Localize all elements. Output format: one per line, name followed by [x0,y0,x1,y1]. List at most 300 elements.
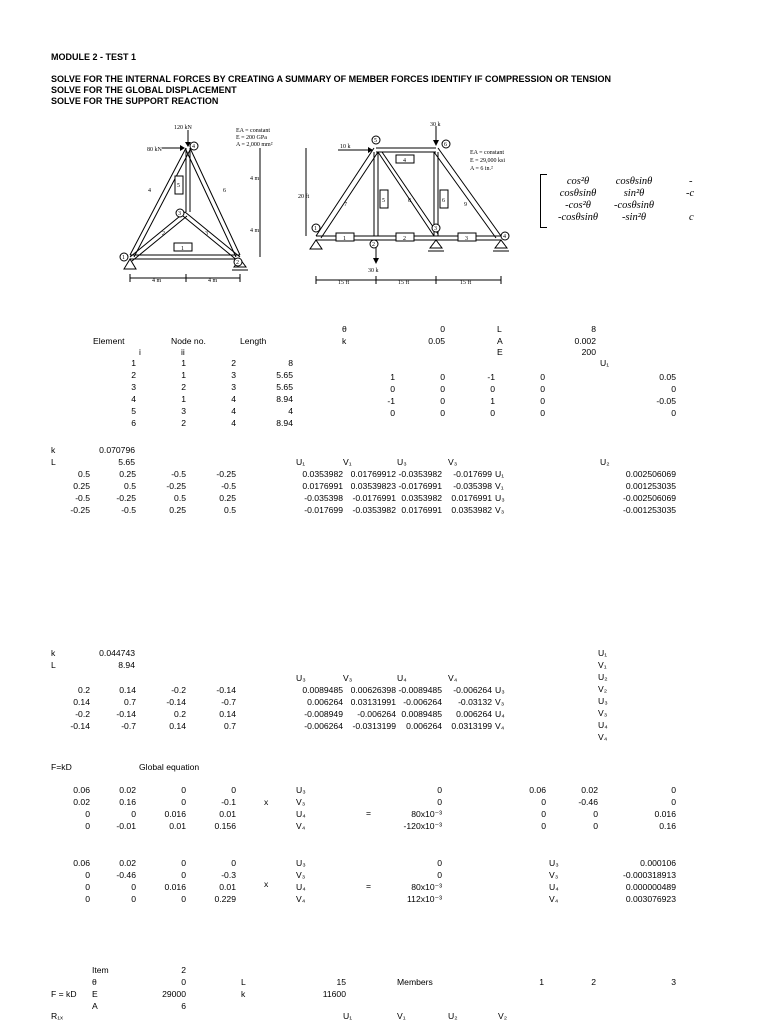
t1-m24: 0 [540,384,545,394]
g1-m43: 0.01 [169,821,186,831]
b2-k23: -0.0176991 [398,481,442,491]
g1b-m33: 0.016 [654,809,676,819]
b2-m34: 0.25 [219,493,236,503]
truss2-node-2: 2 [372,242,375,248]
b3-m14: -0.14 [216,685,236,695]
t1-m23: 0 [490,384,495,394]
col-node: Node no. [171,336,206,346]
t1-m11: 1 [390,372,395,382]
g2-m44: 0.229 [214,894,236,904]
b2-r2: 0.001253035 [625,481,676,491]
truss2-member-3: 3 [465,236,468,242]
g2-var-3: U₄ [296,882,306,892]
t1-m42: 0 [440,408,445,418]
truss2-member-4: 4 [403,158,406,164]
t1-r4-ni: 1 [181,394,186,404]
b2-k11: 0.0353982 [302,469,343,479]
truss2-height: 20 ft [298,194,310,200]
b2-k43: 0.0176991 [401,505,442,515]
b3-rl-1: U₁ [598,648,608,658]
t1-m14: 0 [540,372,545,382]
t1-k-val: 0.05 [428,336,445,346]
b3-m22: 0.7 [124,697,136,707]
g1b-m41: 0 [541,821,546,831]
uv-3: U₂ [448,1011,458,1021]
b3-k13: -0.0089485 [398,685,442,695]
truss2-prop-2: E = 29,000 ksi [470,158,506,164]
E-label: E [92,989,98,999]
b2-k31: -0.035398 [304,493,343,503]
b3-k23: -0.006264 [403,697,442,707]
g2-m34: 0.01 [219,882,236,892]
t1-m34: 0 [540,396,545,406]
b3-head-4: V₄ [448,673,458,683]
truss2-load-top: 30 k [430,122,441,128]
b2-head-1: U₁ [296,457,306,467]
g2-rhs-2: 0 [437,870,442,880]
t1-r2-ni: 1 [181,370,186,380]
g2-var-2: V₃ [296,870,306,880]
b3-k21: 0.006264 [307,697,343,707]
module-title: MODULE 2 - TEST 1 [51,52,137,62]
g2-var-1: U₃ [296,858,306,868]
b3-head-3: U₄ [397,673,407,683]
b3-m43: 0.14 [169,721,186,731]
sub-i: i [139,347,141,357]
g2-m42: 0 [131,894,136,904]
g2-res-val-3: 0.000000489 [625,882,676,892]
truss2-node-3: 3 [434,226,437,232]
t1-r4-len: 8.94 [276,394,293,404]
formula-r3c1: -cos²θ [565,200,591,211]
b3-m13: -0.2 [171,685,186,695]
t1-r6-ni: 2 [181,418,186,428]
g2-m14: 0 [231,858,236,868]
truss2-load-left: 10 k [340,144,351,150]
g1-var-1: U₃ [296,785,306,795]
t1-r5-el: 5 [131,406,136,416]
t1-m13: -1 [487,372,495,382]
truss2-member-8: 8 [408,198,411,204]
truss2-member-6: 6 [442,198,445,204]
b2-k-val: 0.070796 [99,445,135,455]
col-element: Element [93,336,125,346]
matrix-bracket [540,174,547,228]
truss2-span-2: 15 ft [398,280,410,286]
b3-m41: -0.14 [70,721,90,731]
g1-m34: 0.01 [219,809,236,819]
b2-k24: -0.035398 [453,481,492,491]
truss2-prop-1: EA = constant [470,150,505,156]
t1-m22: 0 [440,384,445,394]
b3-k-label: k [51,648,56,658]
b3-k45: V₄ [495,721,505,731]
t1-m41: 0 [390,408,395,418]
b2-m23: -0.25 [166,481,186,491]
b3-head-1: U₃ [296,673,306,683]
truss2-member-1: 1 [343,236,346,242]
t1-r1-el: 1 [131,358,136,368]
g1-m33: 0.016 [164,809,186,819]
instruction-2: SOLVE FOR THE GLOBAL DISPLACEMENT [51,85,237,95]
truss1-dim-h1: 4 m [152,278,162,284]
formula-r2c3: -c [686,188,695,199]
b2-k34: 0.0176991 [451,493,492,503]
g1-m24: -0.1 [221,797,236,807]
g1-rhs-2: 0 [437,797,442,807]
col-length: Length [240,336,267,346]
g1b-m22: -0.46 [578,797,598,807]
g2-m21: 0 [85,870,90,880]
t1-A-val: 0.002 [574,336,596,346]
b3-k31: -0.008949 [304,709,343,719]
g2-res-val-1: 0.000106 [640,858,676,868]
global-equation-title: Global equation [139,762,200,772]
b2-m44: 0.5 [224,505,236,515]
b3-m42: -0.7 [121,721,136,731]
b2-m22: 0.5 [124,481,136,491]
member-1: 1 [539,977,544,987]
g2-m12: 0.02 [119,858,136,868]
g2-m32: 0 [131,882,136,892]
t1-r2-el: 2 [131,370,136,380]
t1-m35: -0.05 [656,396,676,406]
g1-m31: 0 [85,809,90,819]
b3-k41: -0.006264 [304,721,343,731]
t1-m31: -1 [387,396,395,406]
truss2-node-5: 5 [374,138,377,144]
t1-r6-nii: 4 [231,418,236,428]
g2-rhs-4: 112x10⁻³ [407,894,442,904]
b3-rl-8: V₄ [598,732,608,742]
g1-m44: 0.156 [214,821,236,831]
formula-r3c2: -cosθsinθ [613,200,655,211]
member-3: 3 [671,977,676,987]
g2-rhs-3: 80x10⁻³ [411,882,442,892]
g1-var-2: V₃ [296,797,306,807]
E-val: 29000 [162,989,186,999]
truss2-load-bottom: 30 k [368,268,379,274]
b2-head-2: V₁ [343,457,352,467]
t1-r5-nii: 4 [231,406,236,416]
g1-m22: 0.16 [119,797,136,807]
g2-m43: 0 [181,894,186,904]
b3-k34: 0.006264 [456,709,492,719]
g1-m13: 0 [181,785,186,795]
g2-m13: 0 [181,858,186,868]
member-2: 2 [591,977,596,987]
b2-k15: U₁ [495,469,505,479]
b3-L-label: L [51,660,56,670]
b3-rl-7: U₄ [598,720,608,730]
b3-m24: -0.7 [221,697,236,707]
b2-k45: V₃ [495,505,505,515]
t1-A-label: A [497,336,503,346]
g1b-m21: 0 [541,797,546,807]
b2-m42: -0.5 [121,505,136,515]
b3-k15: U₃ [495,685,505,695]
g2-equals: = [366,881,372,891]
b3-rl-2: V₁ [598,660,607,670]
theta-val: 0 [181,977,186,987]
g1-m23: 0 [181,797,186,807]
t1-k-label: k [342,336,347,346]
g2-res-val-4: 0.003076923 [625,894,676,904]
t1-r5-ni: 3 [181,406,186,416]
g1-times: x [264,797,269,807]
t1-r1-ni: 1 [181,358,186,368]
g2-m24: -0.3 [221,870,236,880]
truss2-node-6: 6 [444,142,447,148]
b3-k24: -0.03132 [458,697,492,707]
t1-r3-nii: 3 [231,382,236,392]
b2-k42: -0.0353982 [352,505,396,515]
b2-L-val: 5.65 [118,457,135,467]
t1-r1-nii: 2 [231,358,236,368]
b3-rl-4: V₂ [598,684,608,694]
g1b-m43: 0.16 [659,821,676,831]
g2-m11: 0.06 [73,858,90,868]
truss1-node-2: 2 [236,260,239,266]
g1b-m31: 0 [541,809,546,819]
t1-r1-len: 8 [288,358,293,368]
t1-L-val: 8 [591,324,596,334]
b2-m14: -0.25 [216,469,236,479]
t1-U1: U₁ [600,358,610,368]
g2-res-var-3: U₄ [549,882,559,892]
truss1-dim-v2: 4 m [250,228,260,234]
g1-rhs-3: 80x10⁻³ [411,809,442,819]
t1-theta-label: θ [342,324,347,334]
g1-m11: 0.06 [73,785,90,795]
b2-k41: -0.017699 [304,505,343,515]
b3-m12: 0.14 [119,685,136,695]
b2-r4: -0.001253035 [622,505,676,515]
g1b-m11: 0.06 [529,785,546,795]
t1-E-label: E [497,347,503,357]
t1-r4-nii: 4 [231,394,236,404]
g2-m33: 0.016 [164,882,186,892]
b2-r1: 0.002506069 [625,469,676,479]
g2-res-var-4: V₄ [549,894,559,904]
t1-r2-nii: 3 [231,370,236,380]
g2-res-var-1: U₃ [549,858,559,868]
g1-m14: 0 [231,785,236,795]
t1-theta-val: 0 [440,324,445,334]
b3-k25: V₃ [495,697,505,707]
truss1-load-top: 120 kN [174,125,192,131]
b2-k44: 0.0353982 [451,505,492,515]
g2-m41: 0 [85,894,90,904]
b3-k22: 0.03131991 [350,697,396,707]
b3-head-2: V₃ [343,673,353,683]
g1b-m13: 0 [671,785,676,795]
R1x-label: R₁ₓ [51,1011,63,1021]
truss1-dim-h2: 4 m [208,278,218,284]
truss2-member-9: 9 [464,202,467,208]
truss1-member-3: 3 [205,231,208,237]
b2-m31: -0.5 [75,493,90,503]
t1-r2-len: 5.65 [276,370,293,380]
g2-res-val-2: -0.000318913 [622,870,676,880]
b2-L-label: L [51,457,56,467]
b2-k-label: k [51,445,56,455]
formula-r4c1: -cosθsinθ [557,212,599,223]
g1b-m23: 0 [671,797,676,807]
b3-rl-6: V₃ [598,708,608,718]
truss1-dim-v1: 4 m [250,176,260,182]
g1-m41: 0 [85,821,90,831]
uv-1: U₁ [343,1011,353,1021]
truss-diagram-1 [110,120,280,290]
t1-m21: 0 [390,384,395,394]
g2-m31: 0 [85,882,90,892]
k-label: k [241,989,246,999]
b2-m24: -0.5 [221,481,236,491]
t1-r6-len: 8.94 [276,418,293,428]
truss1-prop-1: EA = constant [236,128,271,134]
formula-r4c2: -sin²θ [621,212,647,223]
A-label: A [92,1001,98,1011]
t1-m15: 0.05 [659,372,676,382]
b2-U2: U₂ [600,457,610,467]
b3-k12: 0.00626398 [350,685,396,695]
truss1-load-left: 80 kN [147,147,162,153]
g2-res-var-2: V₃ [549,870,559,880]
b3-m34: 0.14 [219,709,236,719]
uv-2: V₁ [397,1011,406,1021]
truss1-member-6: 6 [223,188,226,194]
b3-k-val: 0.044743 [99,648,135,658]
b2-m33: 0.5 [174,493,186,503]
g1-rhs-1: 0 [437,785,442,795]
b3-k14: -0.006264 [453,685,492,695]
b2-k13: -0.0353982 [398,469,442,479]
b3-L-val: 8.94 [118,660,135,670]
g1-m12: 0.02 [119,785,136,795]
b2-k33: 0.0353982 [401,493,442,503]
truss1-member-2: 2 [162,231,165,237]
b2-k21: 0.0176991 [302,481,343,491]
g1-m42: -0.01 [116,821,136,831]
t1-m43: 0 [490,408,495,418]
b3-m21: 0.14 [73,697,90,707]
b3-m44: 0.7 [224,721,236,731]
b2-m13: -0.5 [171,469,186,479]
formula-r2c2: sin²θ [623,188,645,199]
members-label: Members [397,977,433,987]
b2-k35: U₃ [495,493,505,503]
b3-k43: 0.006264 [406,721,442,731]
truss1-member-5: 5 [177,183,180,189]
t1-r6-el: 6 [131,418,136,428]
b2-head-3: U₃ [397,457,407,467]
b3-m32: -0.14 [116,709,136,719]
fkd-label: F=kD [51,762,72,772]
truss2-node-4: 4 [503,234,506,240]
t1-r3-len: 5.65 [276,382,293,392]
truss1-member-4: 4 [148,188,151,194]
b3-rl-3: U₂ [598,672,608,682]
formula-r1c1: cos²θ [566,176,590,187]
b2-k32: -0.0176991 [352,493,396,503]
b3-k33: 0.0089485 [401,709,442,719]
item-label: Item [92,965,109,975]
truss2-member-7: 7 [344,202,347,208]
L-label: L [241,977,246,987]
t1-m44: 0 [540,408,545,418]
b2-m32: -0.25 [116,493,136,503]
b2-k25: V₁ [495,481,504,491]
t1-m32: 0 [440,396,445,406]
t1-m33: 1 [490,396,495,406]
b3-m23: -0.14 [166,697,186,707]
t1-r3-el: 3 [131,382,136,392]
sub-ii: ii [181,347,185,357]
theta-label: θ [92,977,97,987]
b3-k11: 0.0089485 [302,685,343,695]
truss2-member-2: 2 [403,236,406,242]
A-val: 6 [181,1001,186,1011]
truss2-member-5: 5 [382,198,385,204]
truss2-span-1: 15 ft [338,280,350,286]
b3-k42: -0.0313199 [352,721,396,731]
instruction-1: SOLVE FOR THE INTERNAL FORCES BY CREATING A SUMMARY OF MEMBER FORCES IDENTIFY IF COMPRESSION OR TENSION [51,74,612,84]
formula-r1c3: - [689,176,693,187]
t1-m45: 0 [671,408,676,418]
bottom-fkd: F = kD [51,989,77,999]
b2-k14: -0.017699 [453,469,492,479]
truss1-prop-3: A = 2,000 mm² [236,142,273,148]
truss-diagram-2 [296,118,522,293]
b3-k32: -0.006264 [357,709,396,719]
b2-m21: 0.25 [73,481,90,491]
g2-m23: 0 [181,870,186,880]
t1-r4-el: 4 [131,394,136,404]
g1-equals: = [366,808,372,818]
b2-m11: 0.5 [78,469,90,479]
truss1-node-1: 1 [122,255,125,261]
g1b-m12: 0.02 [581,785,598,795]
b2-m43: 0.25 [169,505,186,515]
formula-r2c1: cosθsinθ [559,188,597,199]
item-val: 2 [181,965,186,975]
b2-k22: 0.03539823 [350,481,396,491]
b3-k44: 0.0313199 [451,721,492,731]
truss2-span-3: 15 ft [460,280,472,286]
b2-r3: -0.002506069 [622,493,676,503]
b2-m41: -0.25 [70,505,90,515]
truss1-member-1: 1 [181,246,184,252]
truss2-prop-3: A = 6 in.² [470,166,493,172]
b3-rl-5: U₃ [598,696,608,706]
truss1-node-4: 4 [192,144,195,150]
L-val: 15 [336,977,346,987]
g1-var-4: V₄ [296,821,306,831]
k-val: 11600 [322,989,346,999]
b3-k35: U₄ [495,709,505,719]
truss2-node-1: 1 [314,226,317,232]
g2-rhs-1: 0 [437,858,442,868]
t1-E-val: 200 [581,347,596,357]
truss1-prop-2: E = 200 GPa [236,135,267,141]
instruction-3: SOLVE FOR THE SUPPORT REACTION [51,96,219,106]
g2-m22: -0.46 [116,870,136,880]
t1-r3-ni: 2 [181,382,186,392]
g1-var-3: U₄ [296,809,306,819]
g2-times: x [264,879,269,889]
formula-r3c3: c [689,212,694,223]
